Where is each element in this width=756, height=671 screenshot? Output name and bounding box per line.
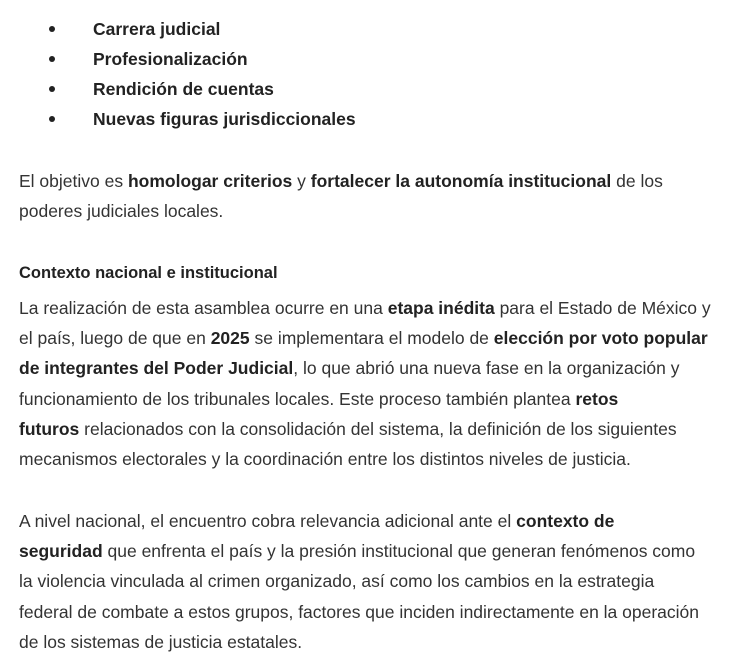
text-run: A nivel nacional, el encuentro cobra relevancia adicional ante el bbox=[19, 511, 517, 531]
list-item bbox=[0, 104, 756, 134]
bullet-dot bbox=[49, 26, 55, 32]
emphasis-text: seguridad bbox=[19, 541, 103, 562]
bullet-dot bbox=[49, 56, 55, 62]
emphasis-text: etapa inédita bbox=[387, 298, 495, 318]
list-item-label: Carrera judicial bbox=[93, 19, 221, 39]
text-run: que enfrenta el país y la presión institucional que generan fenómenos como bbox=[102, 541, 696, 562]
paragraph-line bbox=[19, 566, 739, 596]
text-run: relacionados con la consolidación del sistema, la definición de los siguientes bbox=[79, 418, 677, 439]
emphasis-text: homologar criterios bbox=[127, 171, 293, 191]
paragraph-line bbox=[19, 196, 739, 226]
emphasis-text: retos bbox=[575, 388, 619, 409]
emphasis-text: 2025 bbox=[210, 328, 250, 349]
text-run: de los bbox=[611, 171, 663, 191]
paragraph-line bbox=[19, 293, 739, 323]
objective-paragraph bbox=[19, 166, 739, 226]
text-run: se implementara el modelo de bbox=[249, 328, 494, 349]
context-paragraph bbox=[19, 293, 739, 474]
list-item-label: Profesionalización bbox=[93, 49, 248, 69]
text-run: mecanismos electorales y la coordinación entre los distintos niveles de justicia. bbox=[19, 449, 631, 470]
paragraph-line bbox=[19, 384, 739, 414]
list-item bbox=[0, 44, 756, 74]
bullet-dot bbox=[49, 86, 55, 92]
text-run: para el Estado de México y bbox=[494, 298, 711, 318]
emphasis-text: de integrantes del Poder Judicial bbox=[19, 358, 294, 379]
text-run: , lo que abrió una nueva fase en la organización y bbox=[293, 358, 680, 379]
emphasis-text: futuros bbox=[19, 418, 80, 439]
section-heading: Contexto nacional e institucional bbox=[19, 264, 278, 282]
text-run: la violencia vinculada al crimen organizado, así como los cambios en la estrategia bbox=[19, 571, 655, 592]
paragraph-line bbox=[19, 353, 739, 383]
paragraph-line bbox=[19, 323, 739, 353]
text-run: La realización de esta asamblea ocurre en una bbox=[19, 298, 388, 318]
topic-list bbox=[0, 14, 756, 134]
paragraph-line bbox=[19, 627, 739, 657]
emphasis-text: elección por voto popular bbox=[493, 328, 708, 349]
text-run: El objetivo es bbox=[19, 171, 128, 191]
text-run: poderes judiciales locales. bbox=[19, 201, 224, 222]
paragraph-line bbox=[19, 536, 739, 566]
paragraph-line bbox=[19, 166, 739, 196]
bullet-dot bbox=[49, 116, 55, 122]
text-run: el país, luego de que en bbox=[19, 328, 211, 349]
text-run: federal de combate a estos grupos, factores que inciden indirectamente en la operación bbox=[19, 601, 700, 622]
national-paragraph bbox=[19, 506, 739, 657]
list-item bbox=[0, 74, 756, 104]
emphasis-text: contexto de bbox=[516, 511, 615, 531]
text-run: y bbox=[292, 171, 311, 191]
list-item-label: Rendición de cuentas bbox=[93, 79, 274, 99]
text-run: de los sistemas de justicia estatales. bbox=[19, 631, 303, 652]
list-item bbox=[0, 14, 756, 44]
paragraph-line bbox=[19, 597, 739, 627]
emphasis-text: fortalecer la autonomía institucional bbox=[310, 171, 612, 191]
list-item-label: Nuevas figuras jurisdiccionales bbox=[93, 109, 356, 129]
paragraph-line bbox=[19, 506, 739, 536]
text-run: funcionamiento de los tribunales locales. Este proceso también plantea bbox=[19, 388, 576, 409]
paragraph-line bbox=[19, 444, 739, 474]
paragraph-line bbox=[19, 414, 739, 444]
